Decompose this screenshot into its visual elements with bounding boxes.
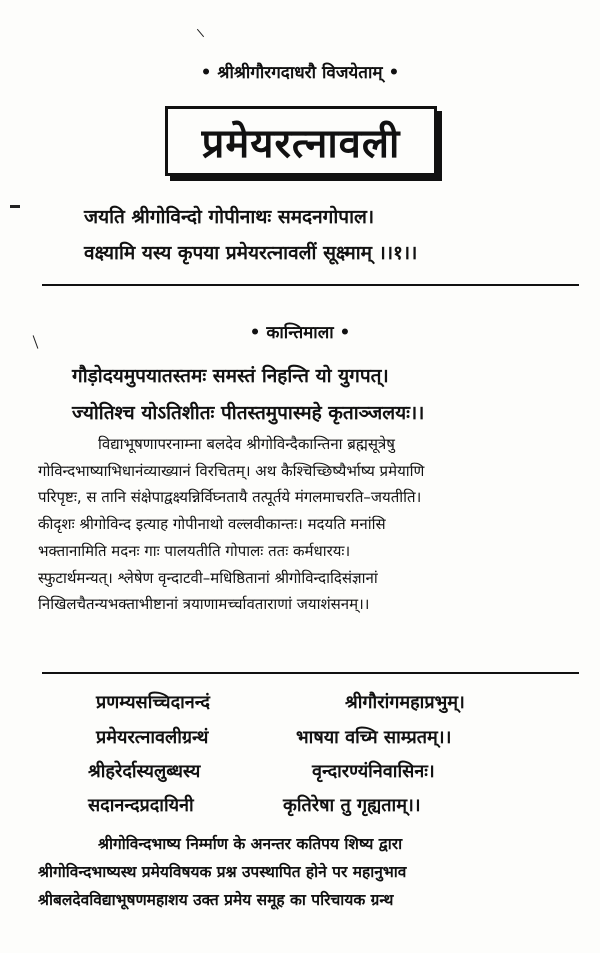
section-heading: • कान्तिमाला • [249,323,351,343]
paragraph-line: परिपृष्टः, स तानि संक्षेपाद्वक्ष्यन्निर्विघ्नतायै तत्पूर्तये मंगलमाचरति–जयतीति। [38,488,422,507]
paragraph-line: निखिलचैतन्यभक्ताभीष्टानां त्रयाणामर्च्चावताराणां जयाशंसनम्।। [38,595,370,614]
paragraph-line: श्रीबलदेवविद्याभूषणमहाशय उक्त प्रमेय समूह का परिचायक ग्रन्थ [38,891,394,909]
verse-right: श्रीगौरांगमहाप्रभुम्। [345,692,465,713]
paragraph-line: स्फुटार्थमन्यत्। श्लेषेण वृन्दाटवी–मधिष्ठितानां श्रीगोविन्दादिसंज्ञानां [38,568,378,587]
title-box [165,106,437,176]
paragraph-line: विद्याभूषणापरनाम्ना बलदेव श्रीगोविन्दैकान्तिना ब्रह्मसूत्रेषु [98,435,395,453]
paragraph-line: गोविन्दभाष्याभिधानंव्याख्यानं विरचितम्। अथ कैश्चिच्छिष्यैर्भाष्य प्रमेयाणि [38,461,425,480]
verse-left: सदानन्दप्रदायिनी [88,795,194,816]
divider [42,284,579,286]
verse-line: जयति श्रीगोविन्दो गोपीनाथः समदनगोपाल। [84,206,375,228]
scan-mark [197,29,204,37]
scan-mark [10,205,20,208]
paragraph-line: भक्तानामिति मदनः गाः पालयतीति गोपालः ततः कर्मधारयः। [38,541,351,560]
paragraph-line: श्रीगोविन्दभाष्य निर्म्माण के अनन्तर कतिपय शिष्य द्वारा [98,835,403,853]
page-title: प्रमेयरत्नावली [201,120,401,167]
verse-line: गौड़ोदयमुपयातस्तमः समस्तं निहन्ति यो युगपत्। [72,365,389,387]
commentary-paragraph [38,431,582,618]
verse-right: भाषया वच्मि साम्प्रतम्।। [296,727,452,748]
verse-left: प्रमेयरत्नावलीग्रन्थं [96,727,209,748]
verse-line: ज्योतिश्च योऽतिशीतः पीतस्तमुपास्महे कृताञ्जलयः।। [72,402,425,424]
divider [42,672,579,674]
invocation-line: • श्रीश्रीगौरगदाधरौ विजयेताम् • [200,63,400,83]
verse-left: प्रणम्यसच्चिदानन्दं [96,692,210,713]
hindi-paragraph [38,830,582,914]
verse-left: श्रीहरेर्दास्यलुब्धस्य [88,761,201,782]
paragraph-line: कीदृशः श्रीगोविन्द इत्याह गोपीनाथो वल्लवीकान्तः। मदयति मनांसि [38,515,386,534]
verse-line: वक्ष्यामि यस्य कृपया प्रमेयरत्नावलीं सूक्ष्माम् ।।१।। [84,242,418,264]
verse-right: वृन्दारण्यंनिवासिनः। [312,761,435,782]
paragraph-line: श्रीगोविन्दभाष्यस्थ प्रमेयविषयक प्रश्न उपस्थापित होने पर महानुभाव [38,863,407,881]
verse-right: कृतिरेषा तु गृह्यताम्।। [283,795,421,816]
